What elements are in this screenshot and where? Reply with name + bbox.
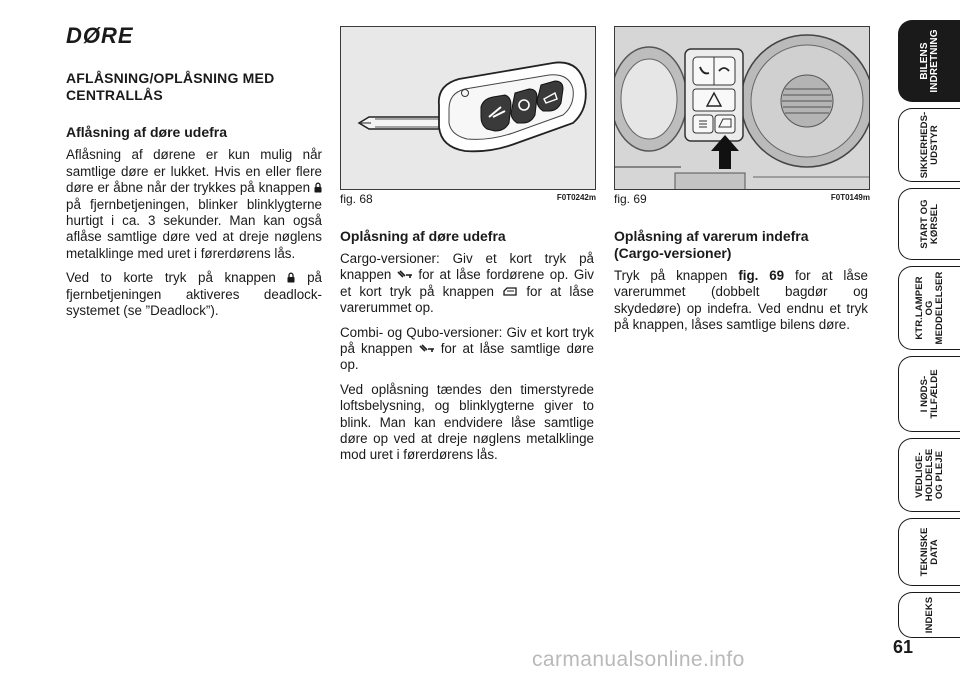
- tab-sikkerhedsudstyr[interactable]: [898, 108, 960, 182]
- tab-label: START OG KØRSEL: [918, 199, 940, 249]
- figure-label: fig. 69: [614, 192, 647, 206]
- text: for at låse fordørene op. Giv et kort tryk på knappen: [340, 267, 594, 299]
- tab-label: INDEKS: [923, 596, 935, 634]
- text: (Cargo-versioner): [614, 245, 732, 261]
- key-unlock-icon: [397, 269, 413, 280]
- page-number: 61: [893, 637, 914, 657]
- subheading-unlock-cargo: [614, 228, 868, 262]
- figure-code: F0T0149m: [830, 193, 870, 202]
- tab-i-nodstilfaelde[interactable]: [898, 356, 960, 432]
- paragraph: Ved oplåsning tændes den timerstyrede loftsbelysning, og blinklygterne giver to blink. Man kan endvidere låse samtlige døre op ved at dreje nøglens metalklinge mod uret i førerdørens lås.: [340, 381, 594, 463]
- text: på fjernbetjeningen, blinker blinklygterne hurtigt i ca. 3 sekunder. Man kan også aflåse samtlige døre ved at dreje nøglens metalklinge med uret i førerdørens lås.: [66, 196, 322, 261]
- text: Oplåsning af varerum indefra: [614, 228, 809, 244]
- tab-label: I NØDS- TILFÆLDE: [918, 369, 940, 419]
- key-unlock-icon: [419, 343, 435, 354]
- tab-ktr-lamper[interactable]: [898, 266, 960, 350]
- figure-69-caption: [614, 192, 870, 206]
- watermark: carmanualsonline.info: [532, 648, 745, 671]
- subheading-unlock-outside: Oplåsning af døre udefra: [340, 228, 506, 244]
- lock-icon: [314, 182, 322, 193]
- text: Aflåsning af dørene er kun mulig når samtlige døre er lukket. Hvis en eller flere døre er åbne når der trykkes på knappen: [66, 147, 322, 196]
- text: for at låse varerummet (dobbelt bagdør og skydedøre) op indefra. Ved endnu et tryk på knappen, låses samtlige bilens døre.: [614, 268, 868, 333]
- figure-code: F0T0242m: [556, 193, 596, 202]
- paragraph: [340, 251, 594, 317]
- paragraph: [66, 147, 322, 262]
- text: Cargo-versioner: Giv et kort tryk på knappen: [340, 251, 594, 283]
- paragraph: [340, 325, 594, 374]
- page-title: DØRE: [66, 23, 134, 48]
- column-2: [340, 228, 594, 472]
- lock-icon: [287, 272, 295, 283]
- paragraph: [614, 268, 868, 334]
- remote-key-fob: [341, 27, 596, 190]
- section-heading: AFLÅSNING/OPLÅSNING MED CENTRALLÅS: [66, 70, 275, 104]
- tab-label: SIKKERHEDS- UDSTYR: [918, 111, 940, 179]
- text: Tryk på knappen: [614, 268, 728, 283]
- tab-indeks[interactable]: [898, 592, 960, 638]
- text: for at låse samtlige døre op.: [340, 341, 594, 373]
- tab-label: BILENS INDRETNING: [918, 29, 940, 93]
- subheading-lock-outside: Aflåsning af døre udefra: [66, 124, 228, 141]
- figure-68-key-fob: [340, 26, 596, 190]
- tab-tekniske-data[interactable]: [898, 518, 960, 586]
- tab-bilens-indretning[interactable]: [898, 20, 960, 102]
- figure-69-dashboard: [614, 26, 870, 190]
- tab-label: KTR.LAMPER OG MEDDELELSER: [913, 271, 945, 345]
- dashboard-button-panel: [615, 27, 870, 190]
- text: for at låse varerummet op.: [340, 283, 594, 316]
- figure-reference: fig. 69: [738, 268, 785, 283]
- tab-label: TEKNISKE DATA: [918, 527, 940, 577]
- text: Ved to korte tryk på knappen: [66, 270, 276, 286]
- figure-68-caption: [340, 192, 596, 206]
- tab-start-og-korsel[interactable]: [898, 188, 960, 260]
- tab-vedligeholdelse[interactable]: [898, 438, 960, 512]
- figure-label: fig. 68: [340, 192, 373, 206]
- van-rear-icon: [502, 286, 518, 297]
- column-1: [66, 23, 322, 327]
- tab-label: VEDLIGE- HOLDELSE OG PLEJE: [913, 448, 945, 502]
- text: Combi- og Qubo-versioner: Giv et kort tryk på knappen: [340, 324, 594, 357]
- paragraph: [66, 270, 322, 319]
- text: på fjernbetjeningen aktiveres deadlock-systemet (se ”Deadlock”).: [66, 270, 322, 319]
- column-3: [614, 228, 868, 342]
